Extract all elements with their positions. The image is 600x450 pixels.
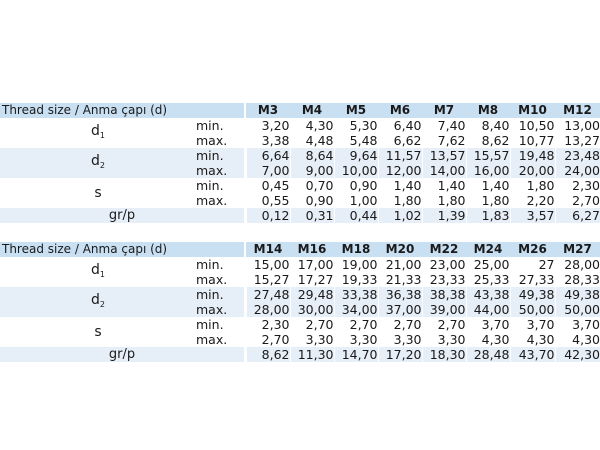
value-cell: 6,27 (555, 208, 600, 223)
value-cell: 14,00 (422, 163, 466, 178)
value-cell: 3,70 (466, 317, 510, 332)
value-cell: 27,48 (246, 287, 290, 302)
max-label: max. (196, 163, 244, 178)
value-cell: 25,33 (466, 272, 510, 287)
thread-size-header: M14 (246, 242, 290, 257)
value-cell: 8,64 (290, 148, 334, 163)
value-cell: 13,57 (422, 148, 466, 163)
value-cell: 0,12 (246, 208, 290, 223)
value-cell: 1,83 (466, 208, 510, 223)
value-cell: 10,00 (334, 163, 378, 178)
min-label: min. (196, 257, 224, 272)
value-cell: 2,70 (378, 317, 422, 332)
value-cell: 7,62 (422, 133, 466, 148)
value-cell: 8,40 (466, 118, 510, 133)
param-d1: $d_1$ (91, 122, 105, 140)
value-cell: 28,00 (555, 257, 600, 272)
value-cell: 1,80 (378, 193, 422, 208)
weight-label: gr/p (0, 347, 244, 362)
max-label: max. (196, 133, 228, 148)
thread-size-header: M26 (510, 242, 555, 257)
value-cell: 43,38 (466, 287, 510, 302)
value-cell: 3,30 (378, 332, 422, 347)
thread-size-header: M6 (378, 103, 422, 118)
thread-size-header: M3 (246, 103, 290, 118)
value-cell: 10,77 (510, 133, 555, 148)
value-cell: 2,70 (246, 332, 290, 347)
table-title: Thread size / Anma çapı (d) (0, 242, 244, 257)
param-d2: $d_2$ (91, 152, 105, 170)
value-cell: 28,00 (246, 302, 290, 317)
value-cell: 7,00 (246, 163, 290, 178)
table-row (0, 287, 600, 302)
value-cell: 2,30 (555, 178, 600, 193)
value-cell: 29,48 (290, 287, 334, 302)
param-s: s (94, 323, 102, 340)
value-cell: 0,44 (334, 208, 378, 223)
header-row (0, 242, 600, 257)
value-cell: 4,30 (466, 332, 510, 347)
value-cell: 18,30 (422, 347, 466, 362)
value-cell: 1,02 (378, 208, 422, 223)
value-cell: 6,62 (378, 133, 422, 148)
value-cell: 2,20 (510, 193, 555, 208)
thread-size-header: M24 (466, 242, 510, 257)
header-row (0, 103, 600, 118)
thread-size-header: M8 (466, 103, 510, 118)
value-cell: 5,30 (334, 118, 378, 133)
thread-size-header: M27 (555, 242, 600, 257)
max-label: max. (196, 272, 228, 287)
value-cell: 1,80 (422, 193, 466, 208)
max-label: max. (196, 302, 244, 317)
weight-label: gr/p (0, 208, 244, 223)
value-cell: 50,00 (555, 302, 600, 317)
thread-size-header: M12 (555, 103, 600, 118)
min-label: min. (196, 287, 244, 302)
param-d1: $d_1$ (91, 261, 105, 279)
value-cell: 4,30 (510, 332, 555, 347)
min-label: min. (196, 118, 224, 133)
value-cell: 43,70 (510, 347, 555, 362)
thread-size-header: M10 (510, 103, 555, 118)
value-cell: 15,57 (466, 148, 510, 163)
thread-size-header: M18 (334, 242, 378, 257)
param-s: s (94, 184, 102, 201)
value-cell: 14,70 (334, 347, 378, 362)
value-cell: 0,55 (246, 193, 290, 208)
value-cell: 17,00 (290, 257, 334, 272)
value-cell: 3,20 (246, 118, 290, 133)
value-cell: 1,80 (510, 178, 555, 193)
value-cell: 12,00 (378, 163, 422, 178)
table-row (0, 208, 600, 223)
table-row (0, 148, 600, 163)
value-cell: 9,64 (334, 148, 378, 163)
value-cell: 19,00 (334, 257, 378, 272)
value-cell: 23,33 (422, 272, 466, 287)
min-label: min. (196, 148, 244, 163)
value-cell: 2,30 (246, 317, 290, 332)
table-row (0, 347, 600, 362)
table-title: Thread size / Anma çapı (d) (0, 103, 244, 118)
value-cell: 44,00 (466, 302, 510, 317)
value-cell: 15,27 (246, 272, 290, 287)
value-cell: 27,33 (510, 272, 555, 287)
max-label: max. (196, 332, 228, 347)
value-cell: 0,90 (334, 178, 378, 193)
value-cell: 23,00 (422, 257, 466, 272)
value-cell: 28,48 (466, 347, 510, 362)
value-cell: 8,62 (466, 133, 510, 148)
value-cell: 13,00 (555, 118, 600, 133)
value-cell: 2,70 (422, 317, 466, 332)
value-cell: 37,00 (378, 302, 422, 317)
value-cell: 5,48 (334, 133, 378, 148)
value-cell: 23,48 (555, 148, 600, 163)
value-cell: 2,70 (555, 193, 600, 208)
value-cell: 3,57 (510, 208, 555, 223)
value-cell: 19,48 (510, 148, 555, 163)
min-label: min. (196, 178, 224, 193)
value-cell: 3,70 (510, 317, 555, 332)
min-label: min. (196, 317, 224, 332)
value-cell: 20,00 (510, 163, 555, 178)
thread-spec-table-1 (0, 103, 600, 223)
value-cell: 11,30 (290, 347, 334, 362)
value-cell: 2,70 (334, 317, 378, 332)
value-cell: 49,38 (510, 287, 555, 302)
value-cell: 1,00 (334, 193, 378, 208)
max-label: max. (196, 193, 228, 208)
value-cell: 0,31 (290, 208, 334, 223)
value-cell: 1,40 (422, 178, 466, 193)
value-cell: 8,62 (246, 347, 290, 362)
table-row (0, 257, 600, 272)
value-cell: 9,00 (290, 163, 334, 178)
value-cell: 17,20 (378, 347, 422, 362)
thread-size-header: M20 (378, 242, 422, 257)
thread-size-header: M5 (334, 103, 378, 118)
value-cell: 19,33 (334, 272, 378, 287)
value-cell: 15,00 (246, 257, 290, 272)
value-cell: 1,40 (466, 178, 510, 193)
value-cell: 4,48 (290, 133, 334, 148)
value-cell: 2,70 (290, 317, 334, 332)
value-cell: 21,00 (378, 257, 422, 272)
thread-size-header: M22 (422, 242, 466, 257)
value-cell: 30,00 (290, 302, 334, 317)
value-cell: 0,45 (246, 178, 290, 193)
value-cell: 50,00 (510, 302, 555, 317)
table-row (0, 118, 600, 133)
value-cell: 34,00 (334, 302, 378, 317)
value-cell: 0,70 (290, 178, 334, 193)
value-cell: 27 (510, 257, 555, 272)
value-cell: 16,00 (466, 163, 510, 178)
value-cell: 3,30 (334, 332, 378, 347)
value-cell: 3,38 (246, 133, 290, 148)
value-cell: 1,80 (466, 193, 510, 208)
value-cell: 1,39 (422, 208, 466, 223)
value-cell: 11,57 (378, 148, 422, 163)
value-cell: 39,00 (422, 302, 466, 317)
value-cell: 25,00 (466, 257, 510, 272)
thread-spec-table-2 (0, 242, 600, 362)
thread-size-header: M4 (290, 103, 334, 118)
value-cell: 3,70 (555, 317, 600, 332)
value-cell: 42,30 (555, 347, 600, 362)
value-cell: 49,38 (555, 287, 600, 302)
table-row (0, 178, 600, 193)
thread-size-header: M7 (422, 103, 466, 118)
value-cell: 28,33 (555, 272, 600, 287)
value-cell: 10,50 (510, 118, 555, 133)
value-cell: 3,30 (422, 332, 466, 347)
value-cell: 13,27 (555, 133, 600, 148)
value-cell: 4,30 (555, 332, 600, 347)
value-cell: 33,38 (334, 287, 378, 302)
value-cell: 3,30 (290, 332, 334, 347)
value-cell: 24,00 (555, 163, 600, 178)
value-cell: 36,38 (378, 287, 422, 302)
value-cell: 21,33 (378, 272, 422, 287)
value-cell: 0,90 (290, 193, 334, 208)
param-d2: $d_2$ (91, 291, 105, 309)
value-cell: 1,40 (378, 178, 422, 193)
value-cell: 6,64 (246, 148, 290, 163)
value-cell: 38,38 (422, 287, 466, 302)
value-cell: 6,40 (378, 118, 422, 133)
table-row (0, 317, 600, 332)
value-cell: 17,27 (290, 272, 334, 287)
value-cell: 7,40 (422, 118, 466, 133)
thread-size-header: M16 (290, 242, 334, 257)
value-cell: 4,30 (290, 118, 334, 133)
